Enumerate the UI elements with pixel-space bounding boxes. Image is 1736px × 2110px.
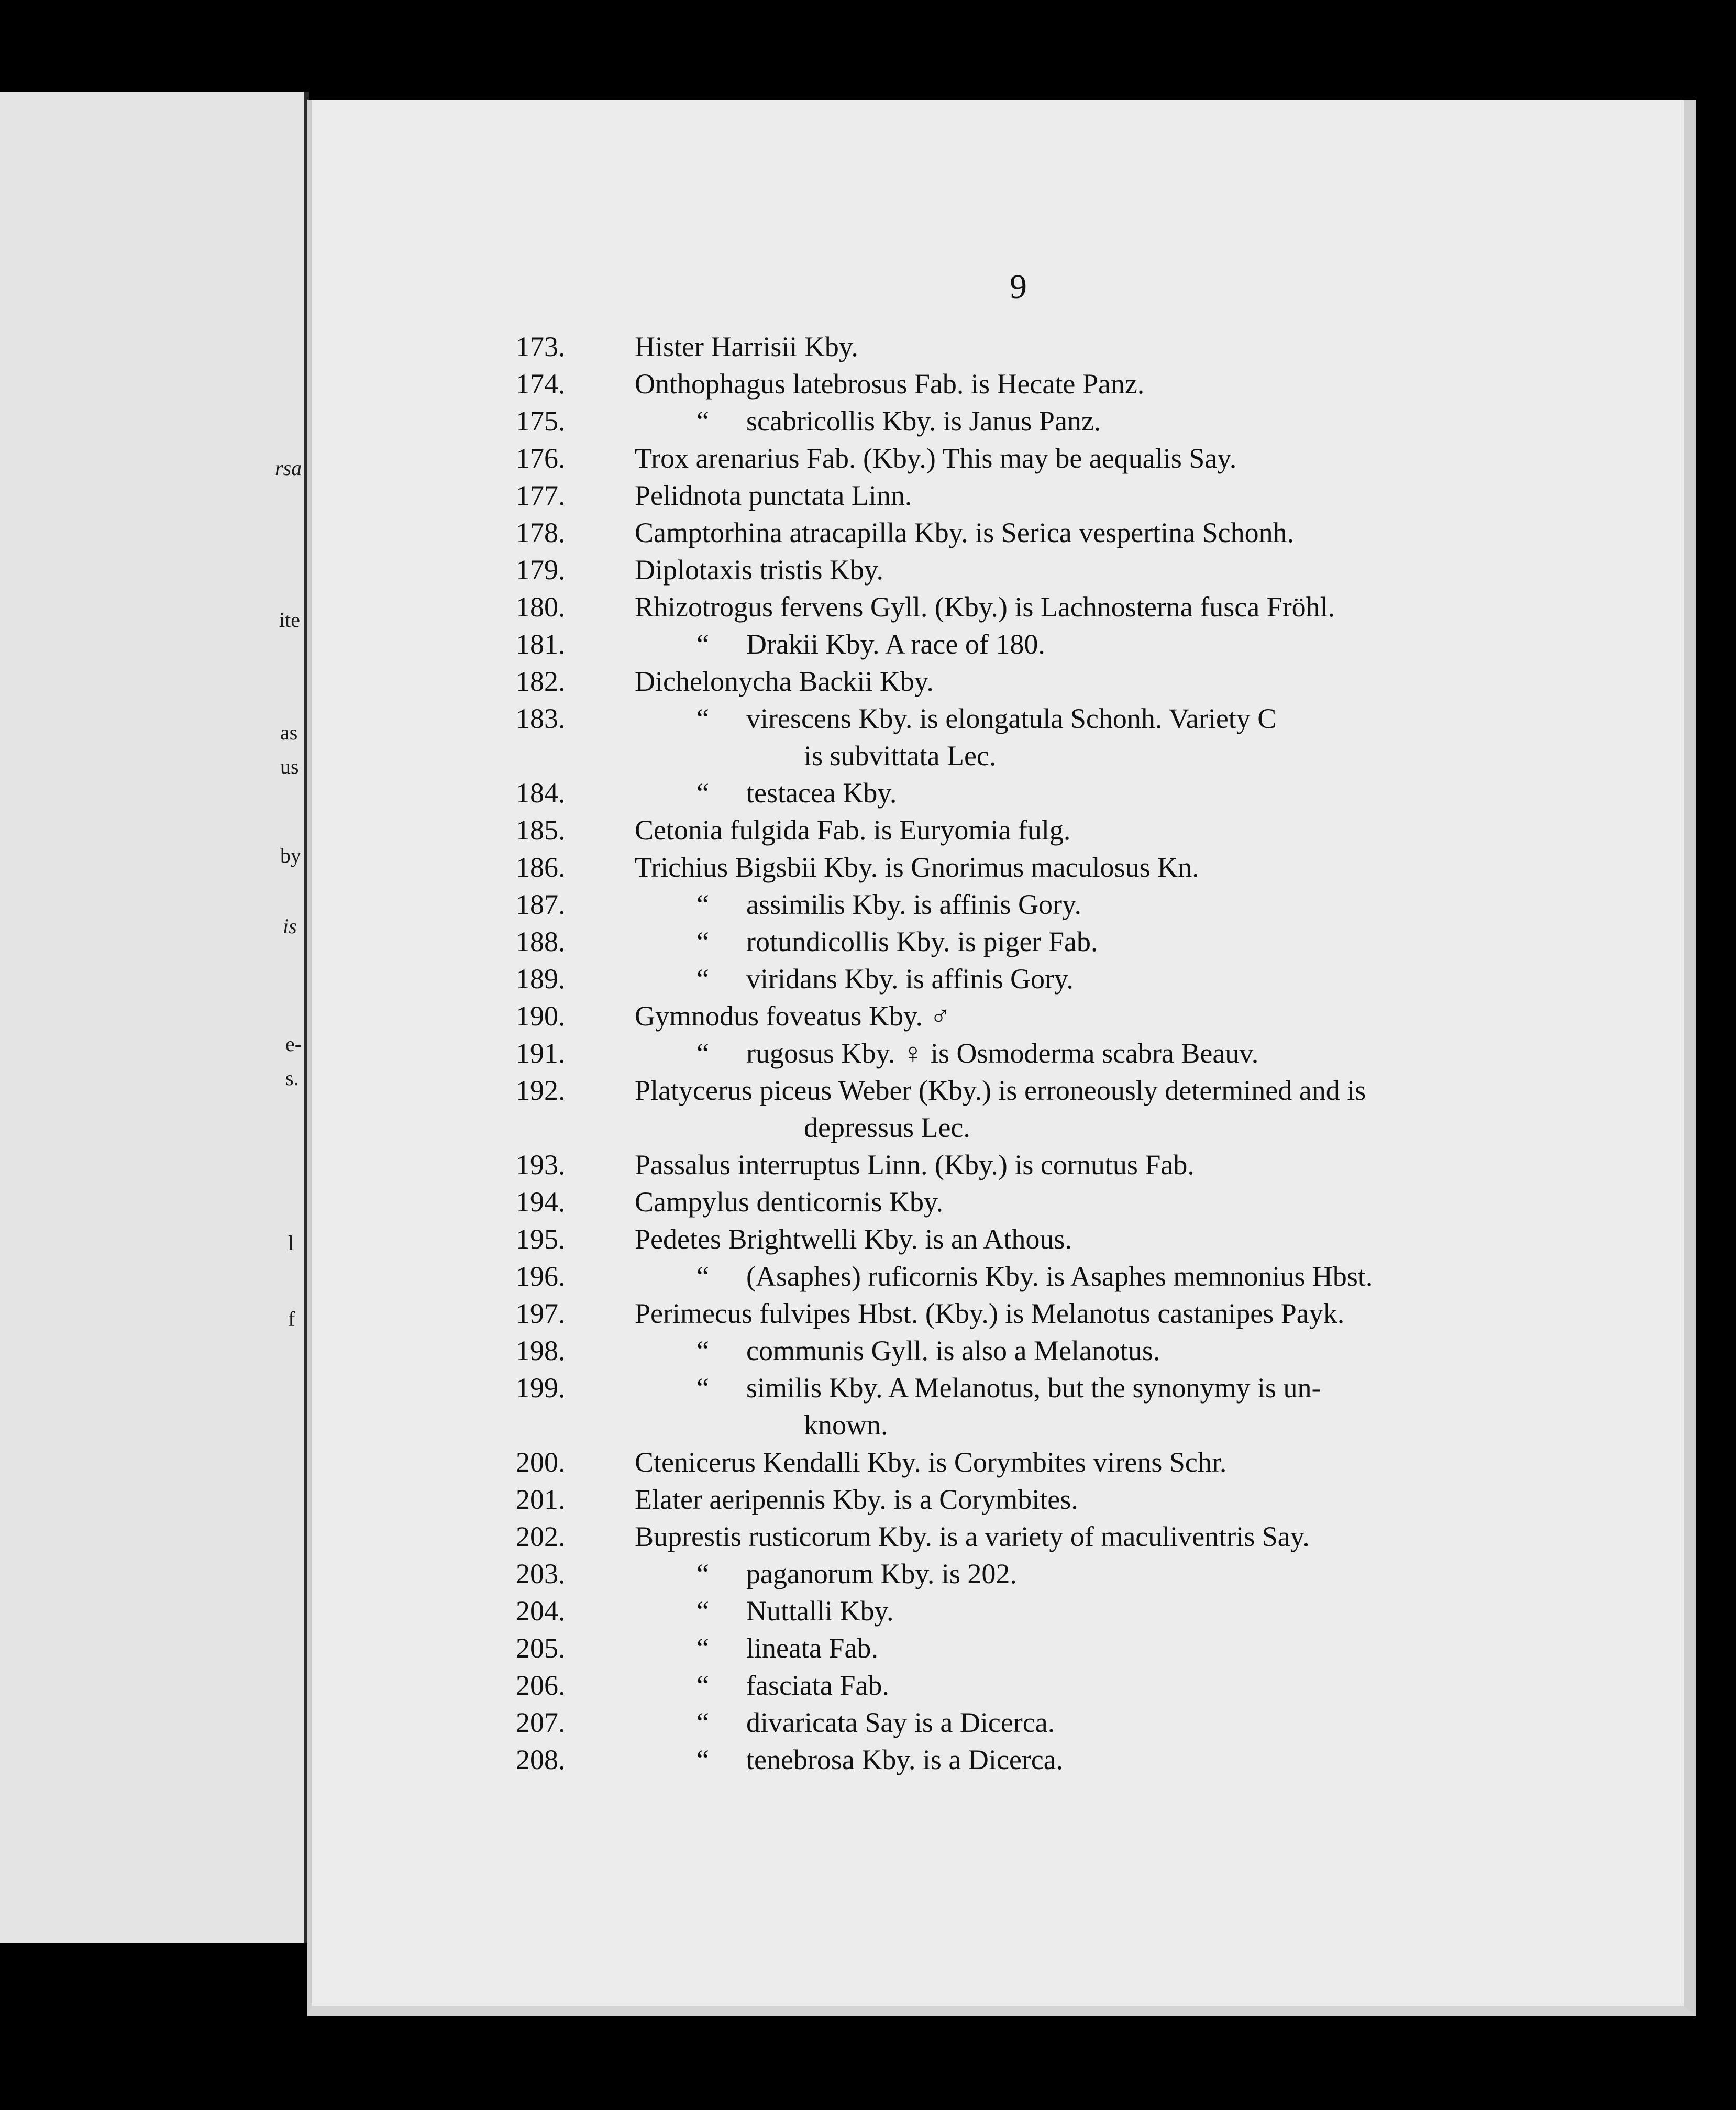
entry-number: 206. <box>516 1670 566 1701</box>
list-item <box>312 402 1684 440</box>
entry-number: 192. <box>516 1075 566 1106</box>
list-item <box>312 439 1684 478</box>
list-item <box>312 1220 1684 1258</box>
entry-number: 181. <box>516 628 566 660</box>
entry-continuation-text: depressus Lec. <box>804 1112 970 1143</box>
facing-page-fragment: f <box>288 1307 295 1331</box>
ditto-mark: “ <box>696 405 709 437</box>
list-item <box>312 1034 1684 1073</box>
ditto-mark: “ <box>696 1261 709 1292</box>
facing-page-fragment: rsa <box>275 456 302 480</box>
list-item-continuation <box>312 1406 1684 1444</box>
entry-number: 182. <box>516 666 566 697</box>
facing-page-fragment: e- <box>285 1032 302 1056</box>
list-item <box>312 997 1684 1035</box>
entry-text: Nuttalli Kby. <box>746 1595 894 1627</box>
entry-text: Trox arenarius Fab. (Kby.) This may be aequalis Say. <box>635 443 1237 474</box>
entry-text: Hister Harrisii Kby. <box>635 331 858 362</box>
ditto-mark: “ <box>696 1037 709 1069</box>
facing-page-edge <box>0 92 309 1943</box>
entry-text: Gymnodus foveatus Kby. ♂ <box>635 1000 951 1032</box>
entry-number: 203. <box>516 1558 566 1589</box>
ditto-mark: “ <box>696 926 709 957</box>
entry-text: Perimecus fulvipes Hbst. (Kby.) is Melanotus castanipes Payk. <box>635 1298 1345 1329</box>
entry-text: Pedetes Brightwelli Kby. is an Athous. <box>635 1223 1072 1255</box>
entry-text: Platycerus piceus Weber (Kby.) is erroneously determined and is <box>635 1075 1366 1106</box>
entry-text: Trichius Bigsbii Kby. is Gnorimus maculosus Kn. <box>635 852 1199 883</box>
catalogue-page <box>307 100 1696 2016</box>
entry-number: 199. <box>516 1372 566 1404</box>
entry-text: similis Kby. A Melanotus, but the synonymy is un- <box>746 1372 1321 1404</box>
entry-text: assimilis Kby. is affinis Gory. <box>746 889 1081 920</box>
entry-text: scabricollis Kby. is Janus Panz. <box>746 405 1101 437</box>
facing-page-fragment: us <box>280 755 299 778</box>
entry-number: 190. <box>516 1000 566 1032</box>
ditto-mark: “ <box>696 1670 709 1701</box>
entry-text: lineata Fab. <box>746 1632 878 1664</box>
ditto-mark: “ <box>696 1632 709 1664</box>
ditto-mark: “ <box>696 1744 709 1775</box>
list-item <box>312 1666 1684 1705</box>
list-item <box>312 1592 1684 1630</box>
entry-text: Onthophagus latebrosus Fab. is Hecate Panz. <box>635 368 1145 400</box>
facing-page-fragment: ite <box>279 608 300 632</box>
ditto-mark: “ <box>696 963 709 995</box>
list-item <box>312 699 1684 738</box>
entry-number: 176. <box>516 443 566 474</box>
entry-number: 174. <box>516 368 566 400</box>
entry-text: Pelidnota punctata Linn. <box>635 480 912 511</box>
entry-number: 207. <box>516 1707 566 1738</box>
ditto-mark: “ <box>696 1558 709 1589</box>
list-item <box>312 1368 1684 1407</box>
list-item-continuation <box>312 1108 1684 1147</box>
entry-number: 202. <box>516 1521 566 1552</box>
entry-number: 205. <box>516 1632 566 1664</box>
entry-number: 195. <box>516 1223 566 1255</box>
entry-number: 179. <box>516 554 566 586</box>
facing-page-fragment: l <box>288 1231 294 1255</box>
entry-number: 177. <box>516 480 566 511</box>
list-item <box>312 588 1684 626</box>
entry-number: 175. <box>516 405 566 437</box>
entry-number: 200. <box>516 1446 566 1478</box>
entry-text: rugosus Kby. ♀ is Osmoderma scabra Beauv. <box>746 1037 1259 1069</box>
entry-text: Rhizotrogus fervens Gyll. (Kby.) is Lachnosterna fusca Fröhl. <box>635 591 1335 623</box>
list-item-continuation <box>312 736 1684 775</box>
entry-number: 208. <box>516 1744 566 1775</box>
page-number: 9 <box>1010 268 1027 306</box>
list-item <box>312 327 1684 366</box>
list-item <box>312 848 1684 887</box>
entry-text: testacea Kby. <box>746 777 897 809</box>
entry-number: 194. <box>516 1186 566 1218</box>
list-item <box>312 1294 1684 1333</box>
list-item <box>312 513 1684 552</box>
entry-number: 173. <box>516 331 566 362</box>
entry-number: 178. <box>516 517 566 548</box>
entry-text: Passalus interruptus Linn. (Kby.) is cornutus Fab. <box>635 1149 1195 1180</box>
entry-text: Camptorhina atracapilla Kby. is Serica vespertina Schonh. <box>635 517 1295 548</box>
entry-text: virescens Kby. is elongatula Schonh. Variety C <box>746 703 1277 734</box>
list-item <box>312 476 1684 515</box>
entry-number: 193. <box>516 1149 566 1180</box>
entry-text: rotundicollis Kby. is piger Fab. <box>746 926 1098 957</box>
list-item <box>312 550 1684 589</box>
entry-text: Dichelonycha Backii Kby. <box>635 666 934 697</box>
facing-page-fragment: by <box>280 844 301 867</box>
list-item <box>312 922 1684 961</box>
entry-continuation-text: known. <box>804 1409 888 1441</box>
entry-continuation-text: is subvittata Lec. <box>804 740 997 771</box>
entry-text: communis Gyll. is also a Melanotus. <box>746 1335 1160 1366</box>
entry-number: 184. <box>516 777 566 809</box>
list-item <box>312 1145 1684 1184</box>
entry-text: Drakii Kby. A race of 180. <box>746 628 1045 660</box>
entry-number: 180. <box>516 591 566 623</box>
entry-number: 201. <box>516 1484 566 1515</box>
entry-text: fasciata Fab. <box>746 1670 889 1701</box>
list-item <box>312 1257 1684 1296</box>
list-item <box>312 774 1684 812</box>
ditto-mark: “ <box>696 1595 709 1627</box>
list-item <box>312 1554 1684 1593</box>
entry-text: Diplotaxis tristis Kby. <box>635 554 884 586</box>
entry-number: 185. <box>516 814 566 846</box>
ditto-mark: “ <box>696 628 709 660</box>
entry-number: 189. <box>516 963 566 995</box>
facing-page-fragment: is <box>283 914 297 938</box>
entry-text: Cetonia fulgida Fab. is Euryomia fulg. <box>635 814 1071 846</box>
entry-text: divaricata Say is a Dicerca. <box>746 1707 1055 1738</box>
list-item <box>312 364 1684 403</box>
list-item <box>312 1480 1684 1519</box>
list-item <box>312 1183 1684 1221</box>
entry-number: 186. <box>516 852 566 883</box>
entry-text: viridans Kby. is affinis Gory. <box>746 963 1074 995</box>
entry-text: Elater aeripennis Kby. is a Corymbites. <box>635 1484 1078 1515</box>
ditto-mark: “ <box>696 1707 709 1738</box>
entry-number: 183. <box>516 703 566 734</box>
list-item <box>312 811 1684 849</box>
entry-text: paganorum Kby. is 202. <box>746 1558 1017 1589</box>
list-item <box>312 1071 1684 1110</box>
entry-number: 198. <box>516 1335 566 1366</box>
entry-text: Buprestis rusticorum Kby. is a variety of maculiventris Say. <box>635 1521 1310 1552</box>
list-item <box>312 662 1684 701</box>
entry-text: Campylus denticornis Kby. <box>635 1186 943 1218</box>
facing-page-fragment: as <box>280 721 298 744</box>
entry-number: 204. <box>516 1595 566 1627</box>
ditto-mark: “ <box>696 703 709 734</box>
list-item <box>312 1443 1684 1482</box>
entry-number: 196. <box>516 1261 566 1292</box>
list-item <box>312 625 1684 664</box>
list-item <box>312 1703 1684 1742</box>
list-item <box>312 1517 1684 1556</box>
list-item <box>312 959 1684 998</box>
list-item <box>312 1331 1684 1370</box>
entry-number: 197. <box>516 1298 566 1329</box>
list-item <box>312 885 1684 924</box>
facing-page-fragment: s. <box>285 1066 299 1090</box>
entry-number: 188. <box>516 926 566 957</box>
ditto-mark: “ <box>696 889 709 920</box>
entry-number: 187. <box>516 889 566 920</box>
entry-text: (Asaphes) ruficornis Kby. is Asaphes memnonius Hbst. <box>746 1261 1373 1292</box>
entry-text: Ctenicerus Kendalli Kby. is Corymbites virens Schr. <box>635 1446 1227 1478</box>
ditto-mark: “ <box>696 1335 709 1366</box>
entry-number: 191. <box>516 1037 566 1069</box>
entry-text: tenebrosa Kby. is a Dicerca. <box>746 1744 1064 1775</box>
ditto-mark: “ <box>696 1372 709 1404</box>
list-item <box>312 1740 1684 1779</box>
ditto-mark: “ <box>696 777 709 809</box>
list-item <box>312 1629 1684 1667</box>
